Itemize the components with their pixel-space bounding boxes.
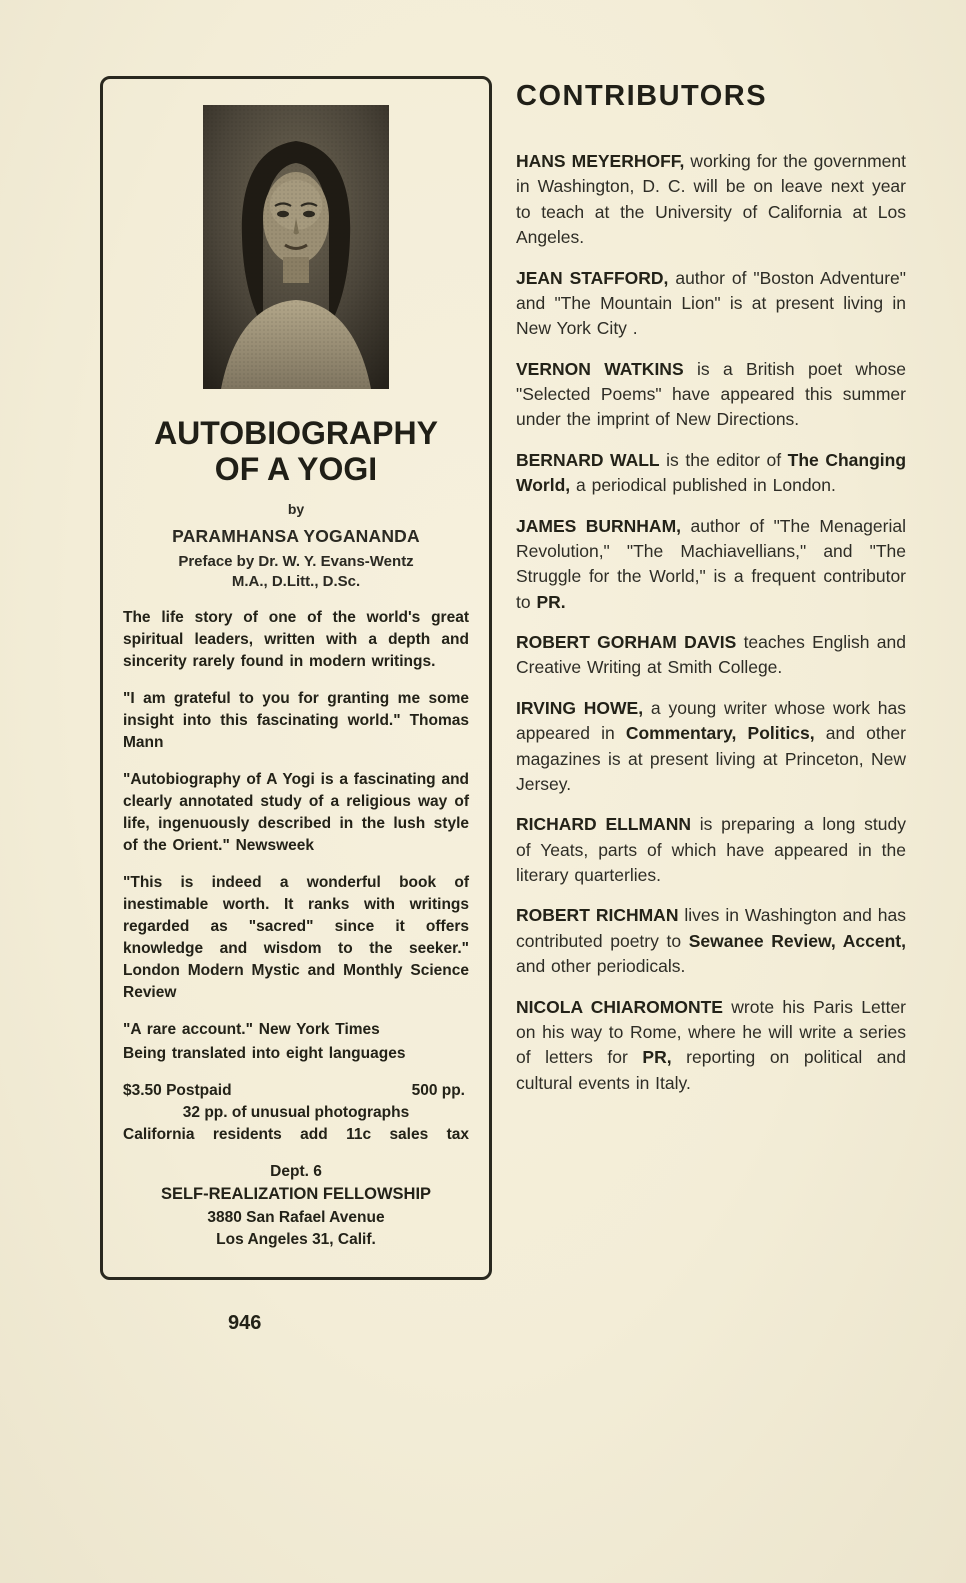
ad-body-paragraphs xyxy=(123,607,469,1065)
ad-price-row xyxy=(123,1082,469,1100)
ad-org-name: SELF-REALIZATION FELLOWSHIP xyxy=(160,1185,432,1204)
contributor-entry xyxy=(516,630,906,681)
contributors-column xyxy=(516,80,906,1111)
contributor-bold-text: Sewanee Review, Accent, xyxy=(688,930,907,951)
ad-byline: by xyxy=(287,500,305,517)
yogananda-portrait-photo xyxy=(203,105,389,389)
ad-paragraph: Being translated into eight languages xyxy=(123,1045,406,1063)
ad-book-title xyxy=(123,415,469,488)
contributor-name: ROBERT GORHAM DAVIS xyxy=(516,632,737,652)
contributor-text: reporting on political and cultural events in Italy. xyxy=(516,1047,906,1093)
contributor-text: author of "Boston Adventure" and "The Mountain Lion" is at present living in New York City . xyxy=(516,267,906,339)
ad-page-count: 500 pp. xyxy=(411,1082,465,1100)
contributor-name: ROBERT RICHMAN xyxy=(516,905,679,926)
ad-photos-line: 32 pp. of unusual photographs xyxy=(182,1104,410,1122)
contributor-entry xyxy=(516,995,906,1097)
ad-dept-line: Dept. 6 xyxy=(270,1163,322,1181)
contributor-text: wrote his Paris Letter on his way to Rome, where he will write a series of letters for xyxy=(516,996,907,1068)
ad-preface-line2: M.A., D.Litt., D.Sc. xyxy=(231,573,361,591)
contributor-entry xyxy=(516,812,906,888)
contributor-text: and other magazines is at present living at Princeton, New Jersey. xyxy=(516,723,906,794)
ad-price: $3.50 Postpaid xyxy=(123,1082,232,1100)
ad-paragraph: "I am grateful to you for granting me some insight into this fascinating world." Thomas Mann xyxy=(123,690,469,752)
contributor-text: a periodical published in London. xyxy=(570,475,836,496)
contributor-text: and other periodicals. xyxy=(516,956,686,977)
ad-preface-line1: Preface by Dr. W. Y. Evans-Wentz xyxy=(178,552,414,570)
ad-publisher-block xyxy=(123,1161,469,1250)
contributor-name: BERNARD WALL xyxy=(516,449,660,470)
contributor-text: a young writer whose work has appeared in xyxy=(516,697,906,744)
contributor-bold-text: PR. xyxy=(536,591,566,612)
contributors-list xyxy=(516,149,906,1096)
ad-address-line1: 3880 San Rafael Avenue xyxy=(207,1208,385,1226)
contributor-name: JAMES BURNHAM, xyxy=(516,515,682,536)
contributor-text: is a British poet whose "Selected Poems" have appeared this summer under the imprint of New Directions. xyxy=(516,358,907,430)
ad-address-line2: Los Angeles 31, Calif. xyxy=(216,1230,376,1248)
contributor-entry xyxy=(516,903,906,979)
contributor-name: JEAN STAFFORD, xyxy=(516,267,669,288)
ad-paragraph: "A rare account." New York Times xyxy=(123,1021,380,1039)
ad-title-line2: OF A YOGI xyxy=(214,451,378,488)
ad-preface xyxy=(123,552,469,593)
contributor-name: RICHARD ELLMANN xyxy=(516,814,691,835)
ad-author-name: PARAMHANSA YOGANANDA xyxy=(172,525,420,546)
contributor-bold-text: Commentary, Politics, xyxy=(625,723,815,744)
book-advertisement xyxy=(100,76,492,1280)
contributor-name: IRVING HOWE, xyxy=(516,697,644,718)
contributor-entry xyxy=(516,357,906,433)
ad-title-line1: AUTOBIOGRAPHY xyxy=(154,415,438,451)
contributor-entry xyxy=(516,448,906,499)
contributor-bold-text: The Changing World, xyxy=(516,449,907,496)
page-number: 946 xyxy=(228,1311,262,1334)
contributor-name: VERNON WATKINS xyxy=(516,358,684,379)
contributor-text: author of "The Menagerial Revolution," "The Machiavellians," and "The Struggle for the World," is a frequent contributor to xyxy=(516,515,906,612)
contributor-text: is preparing a long study of Yeats, parts of which have appeared in the literary quarterlies. xyxy=(516,814,906,885)
ad-tax-line: California residents add 11c sales tax xyxy=(123,1126,469,1144)
ad-column xyxy=(100,76,492,1335)
contributor-text: is the editor of xyxy=(659,449,788,470)
contributor-bold-text: PR, xyxy=(642,1047,672,1068)
contributor-entry xyxy=(516,266,906,342)
contributors-heading: CONTRIBUTORS xyxy=(516,80,768,112)
contributor-entry xyxy=(516,149,906,251)
contributor-entry xyxy=(516,514,906,616)
contributor-text: teaches English and Creative Writing at Smith College. xyxy=(516,632,906,678)
contributor-text: working for the government in Washington, D. C. will be on leave next year to teach at the University of California at Los Angeles. xyxy=(516,151,906,248)
contributor-text: lives in Washington and has contributed poetry to xyxy=(516,905,906,951)
contributor-entry xyxy=(516,696,906,798)
contributor-name: HANS MEYERHOFF, xyxy=(516,151,685,171)
ad-paragraph: "Autobiography of A Yogi is a fascinating and clearly annotated study of a religious way of life, ingenuously described in the lush style of the Orient." Newsweek xyxy=(123,771,469,855)
ad-paragraph: The life story of one of the world's great spiritual leaders, written with a depth and sincerity rarely found in modern writings. xyxy=(123,609,469,671)
ad-paragraph: "This is indeed a wonderful book of inestimable worth. It ranks with writings regarded as "sacred" since it offers knowledge and wisdom to the seeker." London Modern Mystic and Monthly Science Review xyxy=(123,874,469,1002)
contributor-name: NICOLA CHIAROMONTE xyxy=(516,996,723,1017)
